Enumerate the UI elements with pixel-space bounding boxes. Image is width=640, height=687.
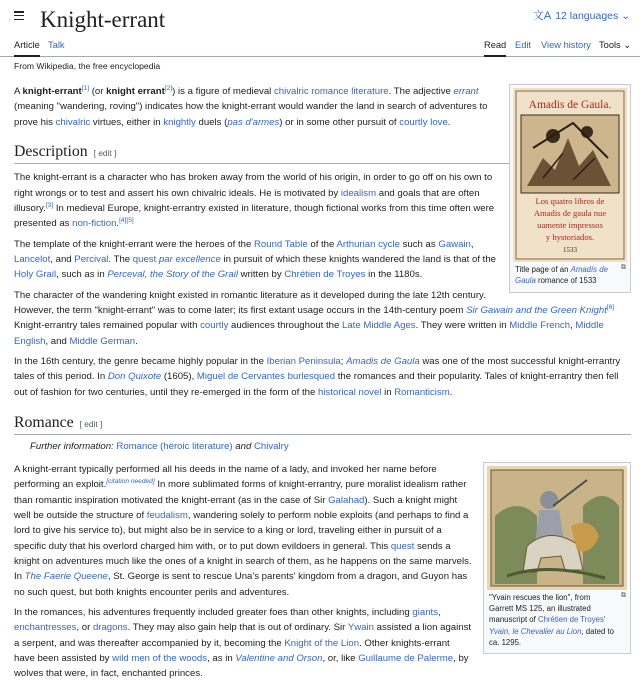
link[interactable]: Gawain bbox=[438, 238, 471, 250]
link[interactable]: Percival bbox=[74, 254, 109, 266]
link[interactable]: par excellence bbox=[158, 254, 221, 266]
tagline: From Wikipedia, the free encyclopedia bbox=[14, 61, 161, 71]
link[interactable]: non-fiction bbox=[72, 218, 117, 230]
link[interactable]: Chivalry bbox=[253, 441, 289, 453]
link[interactable]: Amadis de Gaula bbox=[346, 356, 420, 368]
edit-section-link[interactable]: [ edit ] bbox=[93, 148, 117, 159]
amadis-image-line: y hystoriados. bbox=[545, 232, 595, 242]
page-header bbox=[0, 0, 640, 36]
link[interactable]: pas d'armes bbox=[227, 116, 280, 128]
amadis-image-line: Los quatro libros de bbox=[535, 196, 605, 206]
romance-paragraph: In the romances, his adventures frequently included greater foes than other knights, including giants, enchantresses, or dragons. They may also gain help that is out of ordinary. Sir Ywain assisted a lion against a serpent, and was thereafter accompanied by it, becoming the Knight of the Lion. Other knights-errant have been assisted by wild men of the woods, as in Valentine and Orson, or, like Guillaume de Palerme, by wolves that were, in fact, enchanted princes. bbox=[14, 606, 472, 680]
link[interactable]: Knight of the Lion bbox=[284, 637, 360, 649]
link[interactable]: knightly bbox=[163, 116, 196, 128]
link[interactable]: burlesqued bbox=[287, 371, 336, 383]
link[interactable]: feudalism bbox=[146, 509, 188, 521]
link[interactable]: Lancelot bbox=[14, 254, 51, 266]
tab-view-history[interactable]: View history bbox=[541, 40, 591, 50]
link[interactable]: Iberian Peninsula bbox=[266, 356, 341, 368]
chevron-down-icon: ⌄ bbox=[621, 10, 630, 22]
link[interactable]: chivalric bbox=[55, 116, 91, 128]
edit-section-link[interactable]: [ edit ] bbox=[79, 419, 103, 430]
description-paragraph: In the 16th century, the genre became highly popular in the Iberian Peninsula; Amadis de Gaula was one of the most successful knight-errantry tales of this period. In Don Quixote (1605), Miguel de Cervantes burlesqued the romances and their popularity. Tales of knight-errantry then fell out of fashion for two centuries, until they re-emerged in the form of the historical novel in Romanticism. bbox=[14, 356, 621, 398]
intro-paragraph: A knight-errant[1] (or knight errant[2]) is a figure of medieval chivalric romance literature. The adjective errant (meaning "wandering, roving") indicates how the knight-errant would wander the land in search of adventures to prove his chivalric virtues, either in knightly duels (pas d'armes) or in some other pursuit of courtly love. bbox=[14, 84, 488, 128]
link[interactable]: Middle English bbox=[14, 320, 604, 347]
link[interactable]: Romanticism bbox=[394, 386, 450, 398]
chevron-down-icon: ⌄ bbox=[623, 40, 632, 50]
citation[interactable]: [1] bbox=[81, 84, 90, 92]
figure-yvain bbox=[483, 462, 631, 654]
languages-button[interactable] bbox=[533, 8, 630, 26]
link[interactable]: Arthurian cycle bbox=[336, 238, 400, 250]
citation[interactable]: [2] bbox=[164, 84, 173, 92]
link[interactable]: The Faerie Queene bbox=[24, 571, 108, 583]
link[interactable]: Round Table bbox=[253, 238, 308, 250]
link[interactable]: Middle German bbox=[69, 335, 136, 347]
link[interactable]: enchantresses bbox=[14, 622, 77, 634]
link[interactable]: Holy Grail bbox=[14, 269, 57, 281]
yvain-rescues-lion-image[interactable] bbox=[487, 466, 627, 590]
link[interactable]: errant bbox=[453, 86, 479, 97]
link[interactable]: courtly bbox=[200, 320, 229, 332]
link[interactable]: Valentine and Orson bbox=[235, 652, 323, 664]
link[interactable]: quest bbox=[132, 254, 157, 266]
hatnote: Further information: Romance (heroic literature) and Chivalry bbox=[30, 441, 289, 453]
tab-edit[interactable]: Edit bbox=[515, 40, 532, 50]
amadis-image-line: Amadis de gaula nue bbox=[533, 208, 607, 218]
link[interactable]: wild men of the woods bbox=[112, 652, 208, 664]
link[interactable]: Don Quixote bbox=[107, 371, 162, 383]
section-heading-romance: Romance [ edit ] bbox=[14, 412, 631, 435]
description-paragraph: The knight-errant is a character who has broken away from the world of his origin, in order to go off on his own to right wrongs or to test and assert his own chivalric ideals. He is motivated by idealism and goals that are often illusory.[3] In medieval Europe, knight-errantry existed in literature, though fictional works from this time often were presented as non-fiction.[4][5] bbox=[14, 172, 495, 230]
link[interactable]: historical novel bbox=[317, 386, 382, 398]
citation-needed[interactable]: [citation needed] bbox=[106, 477, 155, 485]
link[interactable]: Perceval, the Story of the Grail bbox=[107, 269, 238, 281]
link[interactable]: Late Middle Ages bbox=[342, 320, 416, 332]
link[interactable]: quest bbox=[390, 540, 415, 552]
amadis-image-year: 1533 bbox=[563, 246, 577, 254]
figure-amadis bbox=[509, 84, 631, 293]
tools-label: Tools bbox=[599, 40, 621, 50]
link[interactable]: dragons bbox=[92, 622, 128, 634]
romance-paragraph: A knight-errant typically performed all his deeds in the name of a lady, and invoked her name before performing an exploit.[citation needed] In more sublimated forms of knight-errantry, pure moralist idealism rather than romantic inspiration motivated the knight-errant (as in the case of Sir Galahad). Such a knight might well be outside the structure of feudalism, wandering solely to perform noble exploits (and perhaps to find a lord to give his service to), but might also be in service to a king or lord, traveling either in pursuit of a specific duty that his overlord charged him with, or to put down evildoers in general. This quest sends a knight on adventures much like the ones of a knight in search of them, as he happens on the same marvels. In The Faerie Queene, St. George is sent to rescue Una's parents' kingdom from a dragon, and Guyon has no such quest, but both knights encounter perils and adventures. bbox=[14, 463, 472, 598]
link[interactable]: Chrétien de Troyes bbox=[284, 269, 366, 281]
enlarge-icon[interactable]: ⧉ bbox=[621, 264, 626, 271]
link[interactable]: Guillaume de Palerme bbox=[358, 652, 454, 664]
description-paragraph: The character of the wandering knight existed in romantic literature as it developed during the late 12th century. However, the term "knight-errant" was to come later; its first extant usage occurs in the 14th-century poem Sir Gawain and the Green Knight[6] Knight-errantry tales remained popular with courtly audiences throughout the Late Middle Ages. They were written in Middle French, Middle English, and Middle German. bbox=[14, 289, 615, 347]
link[interactable]: Ywain bbox=[347, 622, 374, 634]
page-title: Knight-errant bbox=[40, 7, 166, 32]
link[interactable]: chivalric romance literature bbox=[273, 86, 389, 97]
menu-icon[interactable] bbox=[14, 11, 24, 20]
article-content bbox=[14, 84, 631, 687]
caption-link[interactable]: Yvain, le Chevalier au Lion bbox=[489, 626, 582, 636]
caption-link[interactable]: Amadís de Gaula bbox=[515, 265, 608, 286]
tab-article[interactable]: Article bbox=[14, 38, 40, 57]
link[interactable]: Miguel de Cervantes bbox=[196, 371, 285, 383]
citation[interactable]: [6] bbox=[606, 303, 615, 311]
link[interactable]: idealism bbox=[340, 187, 377, 199]
enlarge-icon[interactable]: ⧉ bbox=[621, 591, 626, 599]
figure-caption: ⧉ Title page of an Amadís de Gaula romance of 1533 bbox=[515, 264, 626, 286]
amadis-title-page-image[interactable] bbox=[513, 88, 627, 262]
tab-read[interactable]: Read bbox=[484, 38, 506, 57]
amadis-image-title: Amadis de Gaula. bbox=[528, 99, 612, 111]
amadis-image-line: uamente impressos bbox=[537, 220, 603, 230]
translate-icon: 文A bbox=[532, 10, 552, 22]
citation[interactable]: [3] bbox=[45, 201, 54, 209]
link[interactable]: Middle French bbox=[509, 320, 571, 332]
page-tabs bbox=[0, 36, 640, 57]
tools-menu[interactable] bbox=[599, 38, 631, 53]
figure-caption: ⧉ "Yvain rescues the lion", from Garrett MS 125, an illustrated manuscript of Chrétien de Troyes' Yvain, le Chevalier au Lion, dated to ca. 1295. bbox=[489, 591, 626, 647]
link[interactable]: giants bbox=[412, 606, 438, 618]
link[interactable]: courtly love bbox=[399, 116, 448, 128]
tab-talk[interactable]: Talk bbox=[48, 40, 65, 50]
link[interactable]: Romance (heroic literature) bbox=[116, 441, 233, 453]
link[interactable]: Galahad bbox=[328, 494, 365, 506]
section-heading-description: Description [ edit ] bbox=[14, 141, 631, 164]
link[interactable]: Sir Gawain and the Green Knight bbox=[466, 305, 607, 317]
caption-link[interactable]: Chrétien de Troyes' bbox=[537, 615, 606, 625]
citation[interactable]: [4][5] bbox=[119, 217, 134, 225]
languages-label: 12 languages bbox=[555, 10, 619, 22]
description-paragraph: The template of the knight-errant were the heroes of the Round Table of the Arthurian cycle such as Gawain, Lancelot, and Percival. The quest par excellence in pursuit of which these knights wandered the land is that of the Holy Grail, such as in Perceval, the Story of the Grail written by Chrétien de Troyes in the 1180s. bbox=[14, 238, 497, 281]
